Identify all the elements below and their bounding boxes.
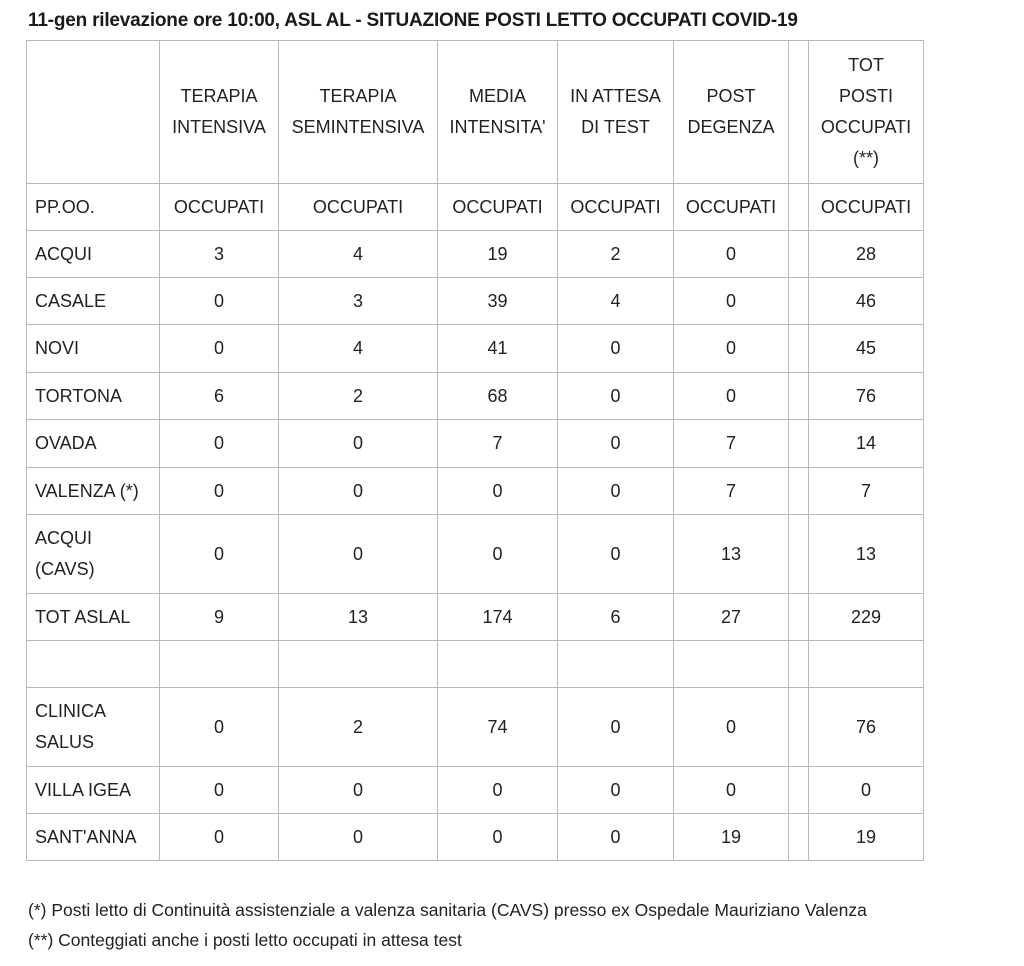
value-cell: 0 — [279, 814, 438, 861]
value-cell: 0 — [558, 767, 674, 814]
row-label: TOT ASLAL — [27, 594, 160, 641]
spacer-cell — [789, 594, 809, 641]
value-cell: 39 — [438, 278, 558, 325]
page-title: 11-gen rilevazione ore 10:00, ASL AL - SITUAZIONE POSTI LETTO OCCUPATI COVID-19 — [28, 10, 798, 31]
value-cell: 0 — [674, 688, 789, 767]
row-label: ACQUI (CAVS) — [27, 515, 160, 594]
total-cell: 7 — [809, 468, 924, 515]
spacer-cell — [789, 231, 809, 278]
total-cell: 14 — [809, 420, 924, 468]
value-cell: 2 — [279, 373, 438, 420]
value-cell: 0 — [674, 373, 789, 420]
row-label — [27, 641, 160, 688]
total-cell: 45 — [809, 325, 924, 373]
value-cell: 0 — [160, 325, 279, 373]
row-label: VALENZA (*) — [27, 468, 160, 515]
header-in-attesa-di-test: IN ATTESA DI TEST — [558, 41, 674, 184]
value-cell: 13 — [279, 594, 438, 641]
footnote: (*) Posti letto di Continuità assistenziale a valenza sanitaria (CAVS) presso ex Ospedale Mauriziano Valenza — [28, 900, 867, 920]
subheader-cell: OCCUPATI — [809, 184, 924, 231]
table-body — [27, 41, 924, 861]
table-row — [27, 594, 924, 641]
header-row — [27, 41, 924, 184]
total-cell: 46 — [809, 278, 924, 325]
value-cell: 0 — [674, 325, 789, 373]
row-label: ACQUI — [27, 231, 160, 278]
value-cell: 0 — [279, 420, 438, 468]
value-cell: 0 — [438, 814, 558, 861]
value-cell: 0 — [438, 515, 558, 594]
value-cell: 0 — [558, 420, 674, 468]
subheader-label: PP.OO. — [27, 184, 160, 231]
total-cell: 13 — [809, 515, 924, 594]
total-cell: 28 — [809, 231, 924, 278]
value-cell: 0 — [160, 767, 279, 814]
value-cell: 0 — [558, 468, 674, 515]
table-row — [27, 231, 924, 278]
header-post-degenza: POST DEGENZA — [674, 41, 789, 184]
header-terapia-intensiva: TERAPIA INTENSIVA — [160, 41, 279, 184]
header-empty-cell — [27, 41, 160, 184]
spacer-cell — [789, 688, 809, 767]
value-cell: 7 — [438, 420, 558, 468]
value-cell: 3 — [160, 231, 279, 278]
value-cell: 174 — [438, 594, 558, 641]
value-cell: 6 — [558, 594, 674, 641]
row-label: CLINICA SALUS — [27, 688, 160, 767]
beds-table — [26, 40, 924, 861]
value-cell — [438, 641, 558, 688]
value-cell: 4 — [279, 325, 438, 373]
value-cell: 0 — [438, 468, 558, 515]
value-cell: 3 — [279, 278, 438, 325]
table-row — [27, 767, 924, 814]
subheader-cell: OCCUPATI — [674, 184, 789, 231]
value-cell: 7 — [674, 468, 789, 515]
spacer-cell — [789, 373, 809, 420]
spacer-cell — [789, 184, 809, 231]
row-label: CASALE — [27, 278, 160, 325]
value-cell — [160, 641, 279, 688]
spacer-cell — [789, 41, 809, 184]
value-cell: 0 — [279, 767, 438, 814]
table-row — [27, 515, 924, 594]
subheader-cell: OCCUPATI — [279, 184, 438, 231]
value-cell: 0 — [160, 420, 279, 468]
value-cell: 0 — [558, 688, 674, 767]
table-row — [27, 325, 924, 373]
value-cell: 0 — [558, 373, 674, 420]
value-cell: 2 — [279, 688, 438, 767]
value-cell: 0 — [558, 814, 674, 861]
value-cell — [279, 641, 438, 688]
spacer-cell — [789, 814, 809, 861]
value-cell: 0 — [558, 515, 674, 594]
total-cell: 229 — [809, 594, 924, 641]
value-cell: 0 — [160, 278, 279, 325]
value-cell: 0 — [674, 231, 789, 278]
total-cell — [809, 641, 924, 688]
total-cell: 0 — [809, 767, 924, 814]
header-media-intensita: MEDIA INTENSITA' — [438, 41, 558, 184]
subheader-row — [27, 184, 924, 231]
total-cell: 19 — [809, 814, 924, 861]
table-row — [27, 420, 924, 468]
value-cell: 0 — [160, 468, 279, 515]
table-row — [27, 688, 924, 767]
value-cell: 41 — [438, 325, 558, 373]
value-cell: 0 — [279, 515, 438, 594]
value-cell: 0 — [160, 688, 279, 767]
subheader-cell: OCCUPATI — [160, 184, 279, 231]
spacer-cell — [789, 515, 809, 594]
value-cell: 6 — [160, 373, 279, 420]
row-label: NOVI — [27, 325, 160, 373]
value-cell: 0 — [160, 814, 279, 861]
value-cell: 74 — [438, 688, 558, 767]
value-cell: 4 — [558, 278, 674, 325]
value-cell: 0 — [279, 468, 438, 515]
value-cell — [558, 641, 674, 688]
table-row — [27, 468, 924, 515]
value-cell: 68 — [438, 373, 558, 420]
value-cell — [674, 641, 789, 688]
value-cell: 13 — [674, 515, 789, 594]
spacer-cell — [789, 468, 809, 515]
value-cell: 0 — [674, 767, 789, 814]
value-cell: 4 — [279, 231, 438, 278]
subheader-cell: OCCUPATI — [438, 184, 558, 231]
header-tot-posti-occupati: TOT POSTI OCCUPATI (**) — [809, 41, 924, 184]
row-label: VILLA IGEA — [27, 767, 160, 814]
table-row — [27, 373, 924, 420]
value-cell: 19 — [438, 231, 558, 278]
spacer-cell — [789, 767, 809, 814]
spacer-cell — [789, 420, 809, 468]
table-row — [27, 641, 924, 688]
total-cell: 76 — [809, 373, 924, 420]
value-cell: 0 — [674, 278, 789, 325]
table-row — [27, 278, 924, 325]
subheader-cell: OCCUPATI — [558, 184, 674, 231]
header-terapia-semintensiva: TERAPIA SEMINTENSIVA — [279, 41, 438, 184]
row-label: SANT'ANNA — [27, 814, 160, 861]
value-cell: 0 — [558, 325, 674, 373]
value-cell: 27 — [674, 594, 789, 641]
value-cell: 19 — [674, 814, 789, 861]
row-label: OVADA — [27, 420, 160, 468]
value-cell: 9 — [160, 594, 279, 641]
table-row — [27, 814, 924, 861]
footnotes — [28, 895, 867, 955]
value-cell: 0 — [160, 515, 279, 594]
value-cell: 2 — [558, 231, 674, 278]
value-cell: 7 — [674, 420, 789, 468]
value-cell: 0 — [438, 767, 558, 814]
spacer-cell — [789, 278, 809, 325]
spacer-cell — [789, 325, 809, 373]
footnote: (**) Conteggiati anche i posti letto occupati in attesa test — [28, 930, 462, 950]
row-label: TORTONA — [27, 373, 160, 420]
total-cell: 76 — [809, 688, 924, 767]
spacer-cell — [789, 641, 809, 688]
